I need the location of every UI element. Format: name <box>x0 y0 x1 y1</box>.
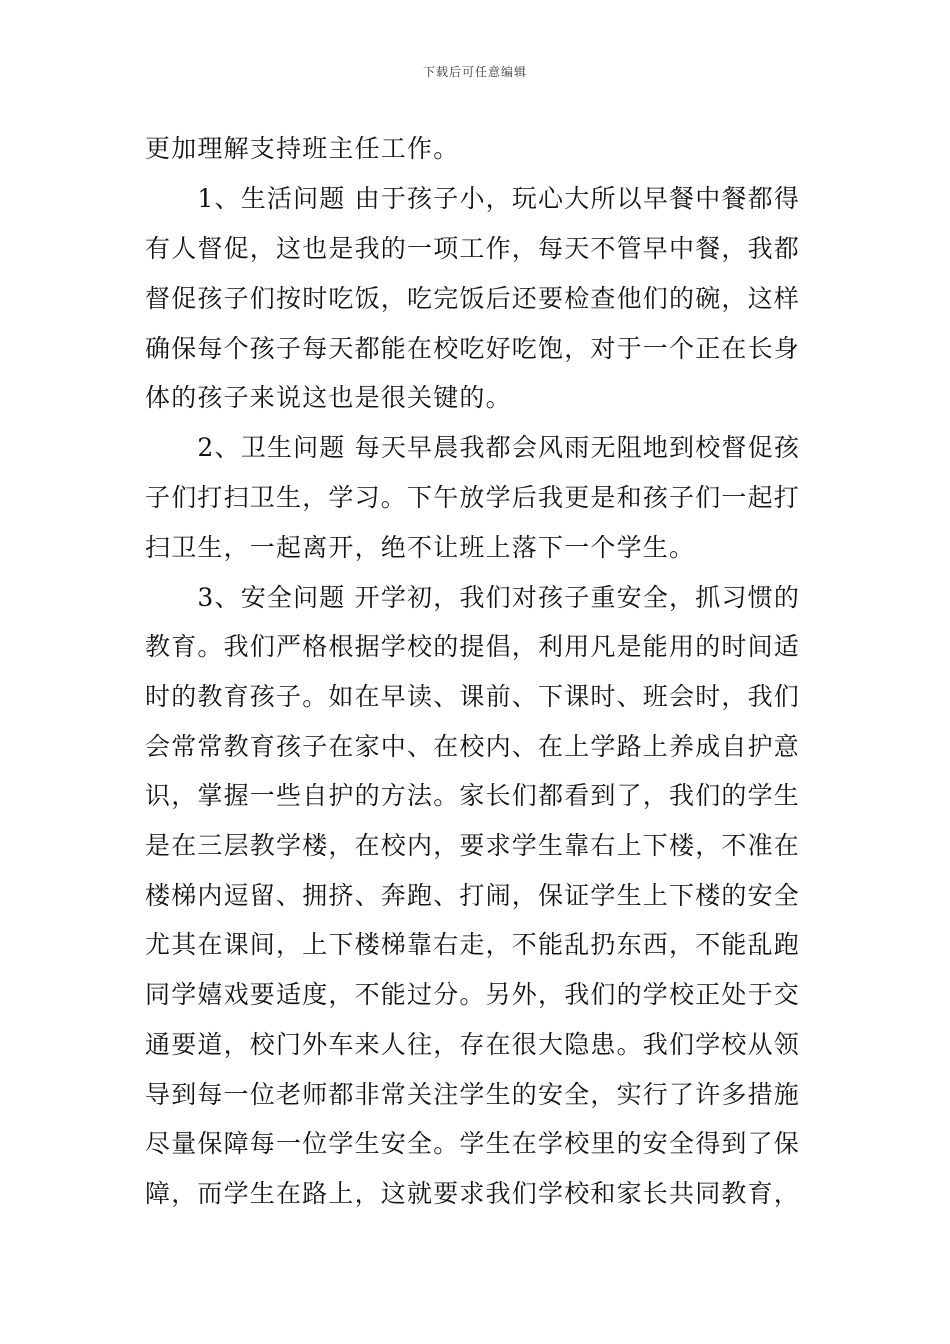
body-line-2: 1、生活问题 由于孩子小，玩心大所以早餐中餐都得 <box>145 184 801 213</box>
body-line-9: 扫卫生，一起离开，绝不让班上落下一个学生。 <box>145 533 696 562</box>
body-line-10: 3、安全问题 开学初，我们对孩子重安全，抓习惯的 <box>145 583 801 612</box>
body-line-8: 子们打扫卫生，学习。下午放学后我更是和孩子们一起打 <box>145 483 801 512</box>
body-line-5: 确保每个孩子每天都能在校吃好吃饱，对于一个正在长身 <box>145 334 801 363</box>
body-line-11: 教育。我们严格根据学校的提倡，利用凡是能用的时间适 <box>145 632 801 661</box>
page-header-note: 下载后可任意编辑 <box>422 65 527 79</box>
body-line-13: 会常常教育孩子在家中、在校内、在上学路上养成自护意 <box>145 732 801 761</box>
body-line-12: 时的教育孩子。如在早读、课前、下课时、班会时，我们 <box>145 682 801 711</box>
body-line-20: 导到每一位老师都非常关注学生的安全，实行了许多措施 <box>145 1080 801 1109</box>
body-line-18: 同学嬉戏要适度，不能过分。另外，我们的学校正处于交 <box>145 980 801 1009</box>
body-line-14: 识，掌握一些自护的方法。家长们都看到了，我们的学生 <box>145 781 801 810</box>
body-line-7: 2、卫生问题 每天早晨我都会风雨无阻地到校督促孩 <box>145 433 801 462</box>
body-line-19: 通要道，校门外车来人往，存在很大隐患。我们学校从领 <box>145 1030 801 1059</box>
body-line-4: 督促孩子们按时吃饭，吃完饭后还要检查他们的碗，这样 <box>145 284 801 313</box>
body-line-22: 障，而学生在路上，这就要求我们学校和家长共同教育， <box>145 1179 801 1208</box>
body-line-15: 是在三层教学楼，在校内，要求学生靠右上下楼，不准在 <box>145 831 801 860</box>
body-line-6: 体的孩子来说这也是很关键的。 <box>145 383 512 412</box>
body-line-3: 有人督促，这也是我的一项工作，每天不管早中餐，我都 <box>145 234 801 263</box>
body-line-17: 尤其在课间，上下楼梯靠右走，不能乱扔东西，不能乱跑 <box>145 930 801 959</box>
body-line-1: 更加理解支持班主任工作。 <box>145 134 460 163</box>
body-line-16: 楼梯内逗留、拥挤、奔跑、打闹，保证学生上下楼的安全 <box>145 881 801 910</box>
body-line-21: 尽量保障每一位学生安全。学生在学校里的安全得到了保 <box>145 1129 801 1158</box>
